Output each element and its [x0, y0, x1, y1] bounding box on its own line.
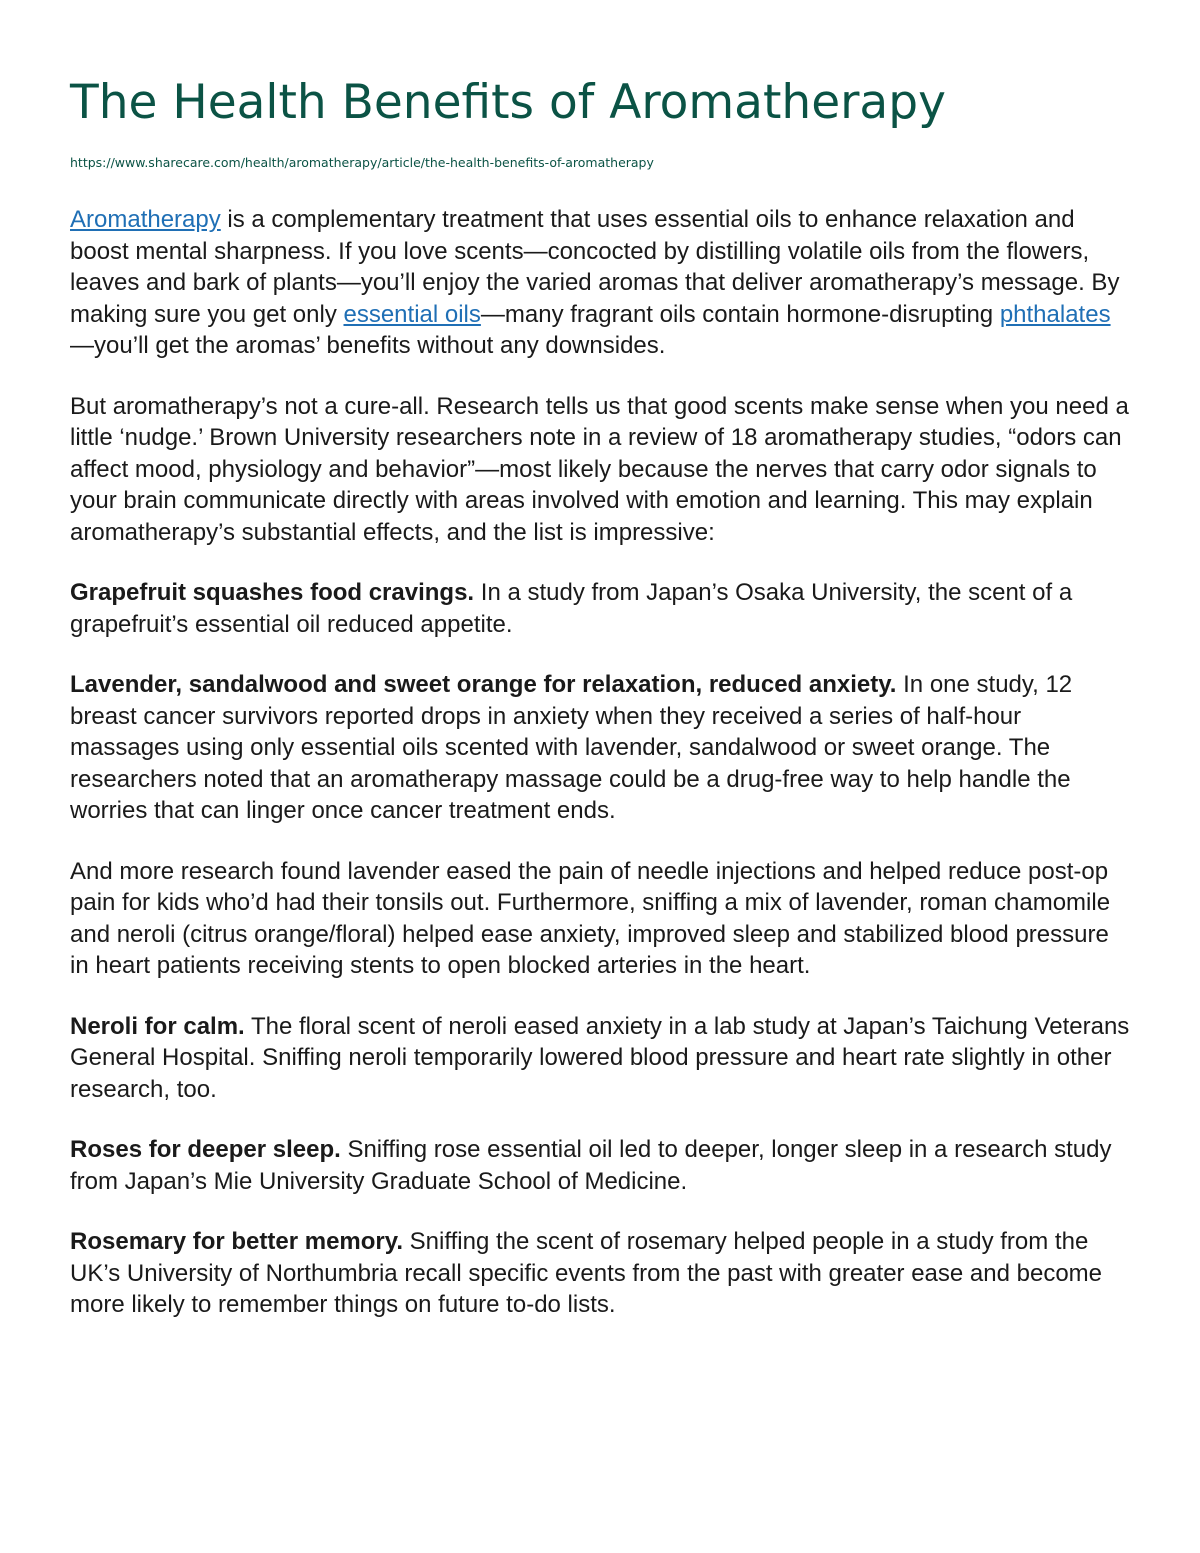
rosemary-paragraph [70, 1226, 1130, 1321]
intro-text-1: is a complementary treatment that uses essential oils to enhance relaxation and boost mental sharpness. If you love scents—concocted by distilling volatile oils from the flowers, leaves and bark of plants—you’ll enjoy the varied aromas that deliver aromatherapy’s message. By making sure you get only [70, 206, 1120, 328]
intro-text-2: —many fragrant oils contain hormone-disrupting [480, 300, 1000, 328]
grapefruit-paragraph [70, 577, 1130, 640]
lavender-paragraph [70, 669, 1130, 827]
essential-oils-link[interactable]: essential oils [343, 300, 481, 328]
more-research-paragraph: And more research found lavender eased the pain of needle injections and helped reduce post-op pain for kids who’d had their tonsils out. Furthermore, sniffing a mix of lavender, roman chamomile and neroli (citrus orange/floral) helped ease anxiety, improved sleep and stabilized blood pressure in heart patients receiving stents to open blocked arteries in the heart. [70, 857, 1111, 979]
grapefruit-text: In a study from Japan’s Osaka University, the scent of a grapefruit’s essential oil reduced appetite. [70, 579, 1073, 638]
neroli-text: The floral scent of neroli eased anxiety in a lab study at Japan’s Taichung Veterans General Hospital. Sniffing neroli temporarily lowered blood pressure and heart rate slightly in other research, too. [70, 1012, 1130, 1103]
source-url: https://www.sharecare.com/health/aromatherapy/article/the-health-benefits-of-aromatherapy [70, 155, 654, 170]
roses-heading: Roses for deeper sleep. [70, 1136, 341, 1163]
grapefruit-heading: Grapefruit squashes food cravings. [70, 579, 475, 606]
rosemary-text: Sniffing the scent of rosemary helped people in a study from the UK’s University of Northumbria recall specific events from the past with greater ease and become more likely to remember things on future to-do lists. [70, 1228, 1103, 1318]
neroli-paragraph [70, 1011, 1130, 1106]
document-title: The Health Benefits of Aromatherapy [70, 75, 946, 130]
lavender-heading: Lavender, sandalwood and sweet orange for relaxation, reduced anxiety. [70, 671, 897, 698]
lavender-text: In one study, 12 breast cancer survivors reported drops in anxiety when they received a series of half-hour massages using only essential oils scented with lavender, sandalwood or sweet orange. The researchers noted that an aromatherapy massage could be a drug-free way to help handle the worries that can linger once cancer treatment ends. [70, 671, 1073, 824]
roses-paragraph [70, 1134, 1130, 1197]
roses-text: Sniffing rose essential oil led to deeper, longer sleep in a research study from Japan’s Mie University Graduate School of Medicine. [70, 1136, 1112, 1195]
phthalates-link[interactable]: phthalates [999, 300, 1111, 328]
rosemary-heading: Rosemary for better memory. [70, 1228, 403, 1255]
aromatherapy-link[interactable]: Aromatherapy [70, 206, 221, 233]
cure-all-paragraph: But aromatherapy’s not a cure-all. Research tells us that good scents make sense when you need a little ‘nudge.’ Brown University researchers note in a review of 18 aromatherapy studies, “odors can affect mood, physiology and behavior”—most likely because the nerves that carry odor signals to your brain communicate directly with areas involved with emotion and learning. This may explain aromatherapy’s substantial effects, and the list is impressive: [70, 392, 1129, 546]
neroli-heading: Neroli for calm. [70, 1012, 245, 1040]
intro-paragraph [70, 204, 1130, 362]
intro-text-3: —you’ll get the aromas’ benefits without any downsides. [70, 332, 666, 359]
